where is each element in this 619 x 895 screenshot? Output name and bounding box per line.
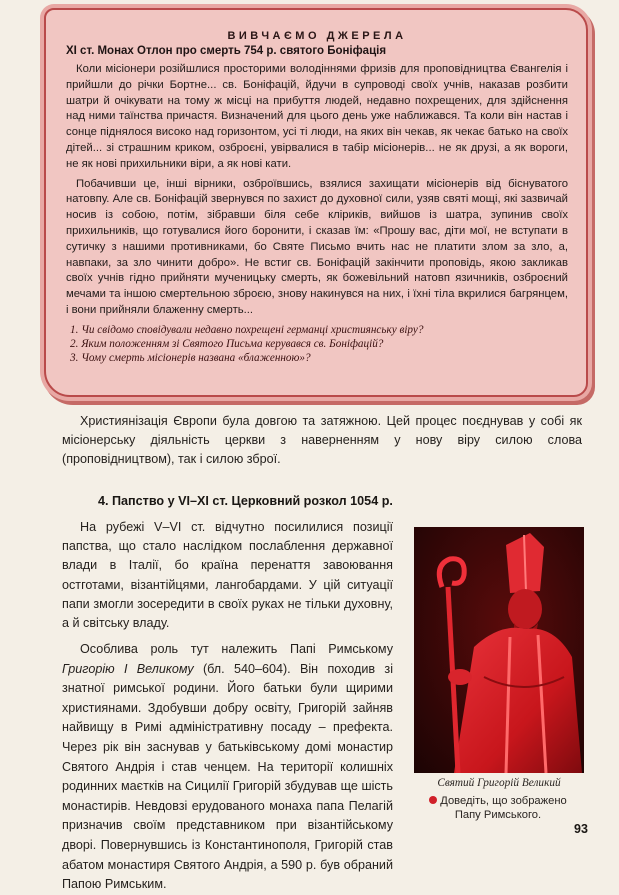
pope-figure-image (414, 527, 584, 773)
task-bullet-icon (429, 796, 437, 804)
question-item: 2. Яким положенням зі Святого Письма керувався св. Боніфацій? (70, 337, 384, 350)
paragraph-papacy: На рубежі V–VI ст. відчутно посилилися позиції папства, що стало наслідком послаблення державної влади в Італії, бо країна перенаття завоювання остготами, візантійцями, лангобардами. У цій ситуації папи змогли зосередити в своїх руках не тільки духовну, а й світську владу. (62, 520, 393, 631)
source-questions (70, 323, 568, 365)
source-heading: ВИВЧАЄМО ДЖЕРЕЛА (227, 30, 407, 42)
source-subheading: ХІ ст. Монах Отлон про смерть 754 р. святого Боніфація (66, 45, 387, 57)
paragraph-gregory-rest: (бл. 540–604). Він походив зі знатної римської родини. Його батьки були щирими християнами. Здобувши добру освіту, Григорій зайняв найвищу в Римі адміністративну посаду – префекта. Через рік він заснував у батьківському домі монастир Святого Андрія і став ченцем. На території колишніх родинних маєтків на Сицилії Григорій збудував ще шість монастирів. Невдовзі ерудованого монаха папа Пелагій призначив своїм представником при візантійському дворі. Повернувшись із Константинополя, Григорій став абатом монастиря Святого Андрія, а 590 р. був обраний Папою Римським. (62, 661, 393, 892)
paragraph-gregory-start: Особлива роль тут належить Папі Римському (80, 642, 393, 656)
figure-task-text: Доведіть, що зображено Папу Римського. (440, 795, 567, 821)
source-paragraph: Коли місіонери розійшлися просторими володіннями фризів для проповідництва Євангелія і прийшли до річки Бортне... св. Боніфацій, йдучи в супроводі своїх учнів, наказав розбити шатри й очікувати на тому ж місці на прибуття людей, недавно похрещених, для здійснення над ними таїнства причастя. Визначений для цього день уже наближався. Та коли він настав і сонце піднялося високо над горизонтом, усі ті люди, на яких він чекав, як чекає батько на своїх дітей... зі страшним криком, озброєні, увірвалися в табір місіонерів... не як друзі, а як вороги, не як нові прихильники віри, а як нові кати. (66, 63, 568, 170)
gregory-name: Григорію I Великому (62, 661, 194, 676)
question-item: 1. Чи свідомо сповідували недавно похрещені германці християнську віру? (70, 323, 424, 336)
paragraph-gregory (62, 640, 393, 895)
question-item: 3. Чому смерть місіонерів названа «блаженною»? (70, 351, 311, 364)
source-scroll-content (66, 30, 568, 365)
figure-caption: Святий Григорій Великий (437, 777, 561, 789)
source-paragraph: Побачивши це, інші вірники, озброївшись, взялися захищати місіонерів від біснуватого натовпу. Але св. Боніфацій звернувся по захист до духовної сили, узяв святі мощі, які зазвичай носив із собою, потім, зібравши біля себе кліриків, вийшов із шатра, зупинив своїх прихильників, що готувалися його боронити, і сказав їм: «Прошу вас, діти мої, не вступати в сутичку з нашими противниками, бо Святе Письмо вчить нас не платити злом за зло, а, навпаки, за зло чинити добро». Не встиг св. Боніфацій закінчити проповідь, якою закликав своїх учнів гідно прийняти мученицьку смерть, як божевільний натовп язичників, озброєний мечами та іншою смертельною зброєю, знову накинувся на них, і їхні тіла вкрилися багрянцем, і вони прийняли блаженну смерть... (66, 177, 568, 316)
intro-paragraph: Християнізація Європи була довгою та затяжною. Цей процес поєднував у собі як місіонерську діяльність церкви з наверненням у нову віру силою слова (проповідництвом), так і силою зброї. (62, 414, 582, 467)
figure-task (428, 794, 568, 822)
source-scroll-box (44, 8, 588, 397)
page-number: 93 (574, 822, 588, 836)
section-title: 4. Папство у VI–XI ст. Церковний розкол 1054 р. (98, 494, 393, 508)
pope-gregory-illustration (414, 527, 584, 773)
